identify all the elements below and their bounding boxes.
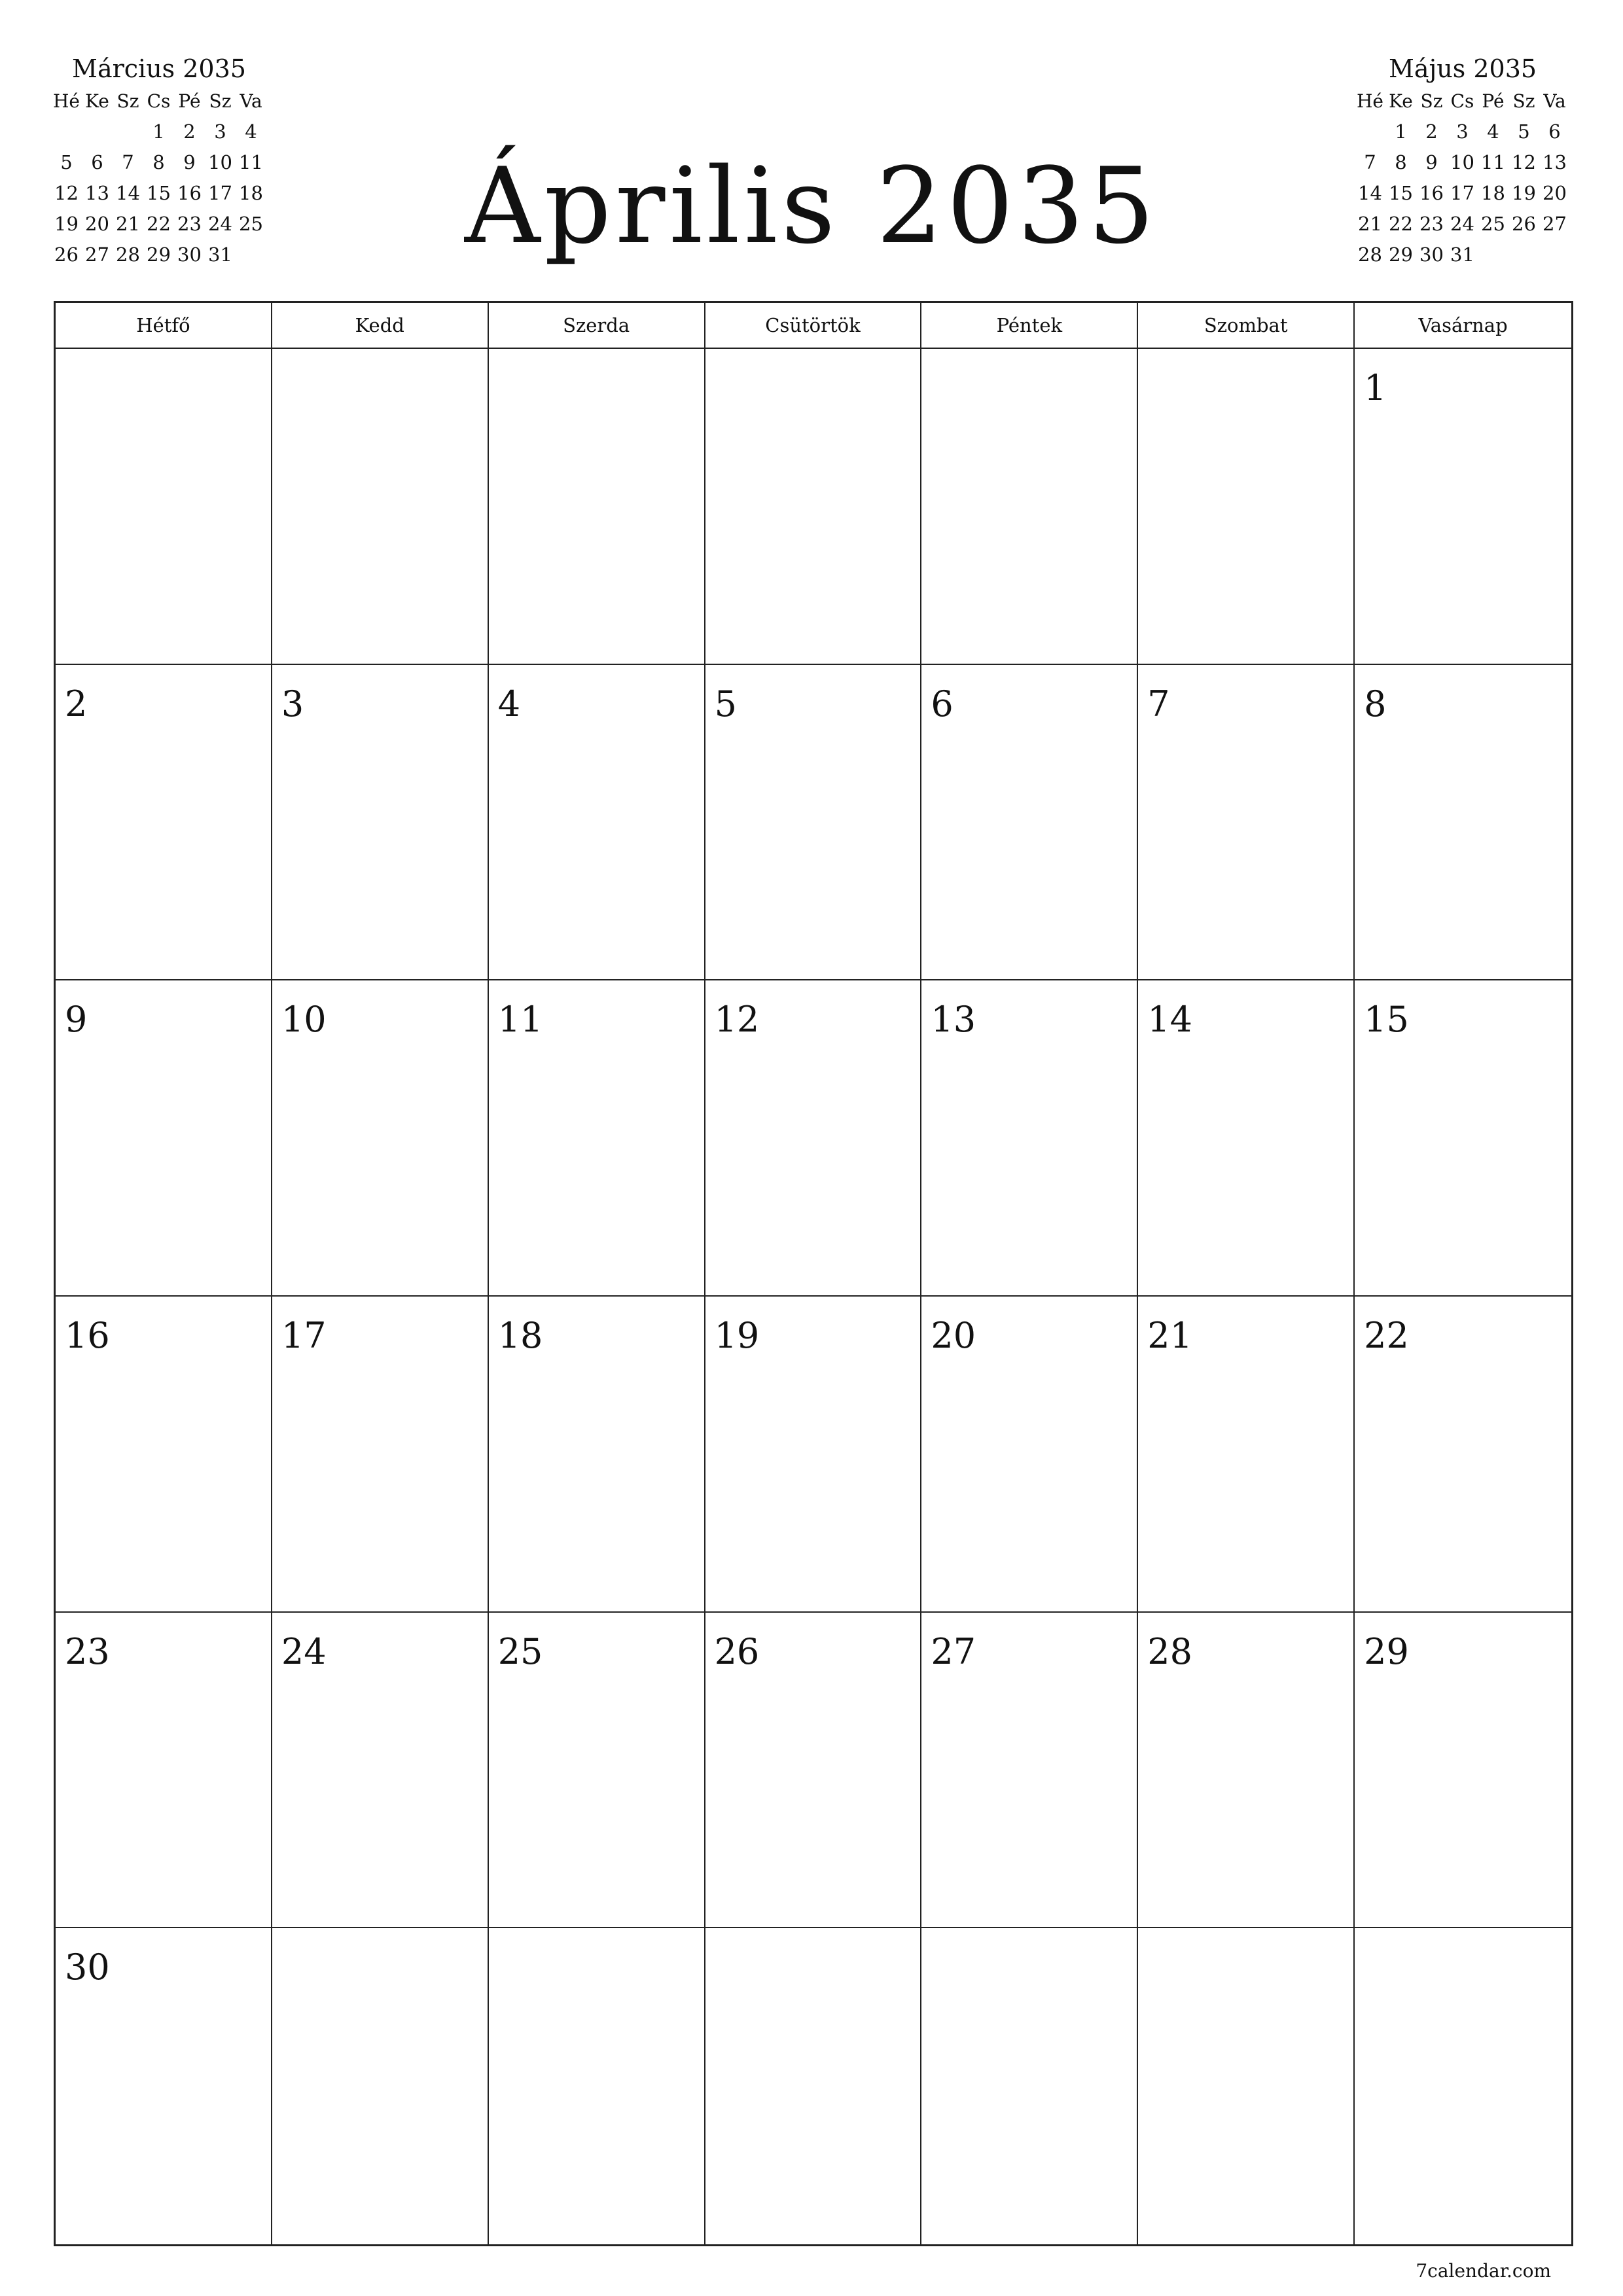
mini-day: 11 [1481,151,1505,173]
mini-day: 15 [147,182,171,204]
day-cell[interactable] [56,1928,272,2244]
mini-weekday-header: Pé [178,90,201,112]
mini-calendar-grid [1355,86,1571,270]
mini-day: 31 [208,243,232,266]
day-cell[interactable] [489,1297,705,1613]
day-cell[interactable] [1138,349,1355,665]
mini-day [1355,117,1385,147]
mini-day [113,117,143,147]
day-number: 25 [497,1630,543,1672]
weekday-header: Csütörtök [705,303,922,349]
day-number: 2 [65,683,88,725]
mini-day: 7 [1364,151,1376,173]
mini-day [236,240,266,270]
day-number: 7 [1147,683,1170,725]
mini-day: 3 [214,120,226,143]
mini-weekday-header: Sz [209,90,232,112]
day-cell[interactable] [1138,1613,1355,1929]
mini-day: 10 [208,151,232,173]
day-number: 20 [931,1314,976,1356]
day-number: 12 [714,999,760,1041]
mini-day: 12 [54,182,79,204]
day-cell[interactable] [272,1928,489,2244]
mini-day: 6 [1548,120,1561,143]
day-cell[interactable] [921,665,1138,981]
mini-day: 22 [147,213,171,235]
mini-weekday-header: Va [1543,90,1566,112]
mini-day [1539,240,1570,270]
day-cell[interactable] [1355,980,1571,1297]
day-cell[interactable] [705,349,922,665]
day-cell[interactable] [1138,1928,1355,2244]
mini-day: 28 [1358,243,1382,266]
mini-weekday-header: Pé [1482,90,1505,112]
mini-day: 2 [183,120,196,143]
mini-day: 19 [54,213,79,235]
mini-weekday-header: Cs [147,90,171,112]
mini-day: 7 [122,151,134,173]
day-number: 10 [281,999,327,1041]
weekday-header: Kedd [272,303,489,349]
day-cell[interactable] [705,980,922,1297]
mini-day [51,117,82,147]
mini-day: 9 [183,151,196,173]
day-number: 28 [1147,1630,1192,1672]
day-cell[interactable] [56,980,272,1297]
mini-day: 27 [1543,213,1567,235]
mini-weekday-header: Va [240,90,262,112]
day-cell[interactable] [921,1613,1138,1929]
mini-day [1508,240,1539,270]
mini-day: 14 [1358,182,1382,204]
mini-weekday-header: Ke [1389,90,1413,112]
mini-day: 8 [152,151,165,173]
mini-day: 19 [1512,182,1536,204]
day-number: 6 [931,683,954,725]
day-cell[interactable] [705,1613,922,1929]
day-number: 19 [714,1314,760,1356]
weekday-header: Szombat [1138,303,1355,349]
mini-calendar-title: Május 2035 [1388,54,1537,83]
day-cell[interactable] [705,1297,922,1613]
mini-day: 26 [54,243,79,266]
mini-weekday-header: Hé [1357,90,1383,112]
mini-day: 22 [1389,213,1413,235]
weekday-header: Szerda [489,303,705,349]
day-number: 22 [1364,1314,1409,1356]
day-cell[interactable] [921,980,1138,1297]
mini-day: 24 [1450,213,1474,235]
mini-day: 4 [245,120,257,143]
mini-day: 28 [116,243,140,266]
mini-day: 5 [60,151,73,173]
day-cell[interactable] [56,1297,272,1613]
day-cell[interactable] [1138,1297,1355,1613]
day-number: 30 [65,1946,110,1988]
mini-day: 29 [1389,243,1413,266]
mini-calendar-prev [51,51,267,270]
mini-day: 3 [1456,120,1469,143]
mini-day: 6 [91,151,103,173]
mini-day: 11 [239,151,263,173]
day-cell[interactable] [921,1928,1138,2244]
day-number: 14 [1147,999,1192,1041]
mini-weekday-header: Sz [1420,90,1443,112]
mini-day: 26 [1512,213,1536,235]
mini-day: 9 [1425,151,1438,173]
page-title: Április 2035 [464,145,1159,267]
day-cell[interactable] [56,665,272,981]
day-number: 3 [281,683,304,725]
day-cell[interactable] [272,665,489,981]
mini-calendar-next [1355,51,1571,270]
mini-day: 15 [1389,182,1413,204]
day-cell[interactable] [56,1613,272,1929]
mini-day: 25 [239,213,263,235]
day-cell[interactable] [1355,1928,1571,2244]
mini-weekday-header: Sz [1512,90,1535,112]
weekday-header: Hétfő [56,303,272,349]
mini-calendar-title: Március 2035 [72,54,246,83]
mini-day: 25 [1481,213,1505,235]
day-number: 18 [497,1314,543,1356]
day-number: 24 [281,1630,327,1672]
weekday-header: Péntek [921,303,1138,349]
day-cell[interactable] [56,349,272,665]
day-number: 5 [714,683,737,725]
mini-day [82,117,113,147]
day-number: 29 [1364,1630,1409,1672]
day-cell[interactable] [489,980,705,1297]
mini-day: 12 [1512,151,1536,173]
mini-weekday-header: Cs [1450,90,1474,112]
day-cell[interactable] [489,665,705,981]
mini-day: 13 [85,182,109,204]
day-number: 26 [714,1630,760,1672]
mini-day: 24 [208,213,232,235]
mini-day: 14 [116,182,140,204]
mini-day: 17 [208,182,232,204]
footer-credit: 7calendar.com [1416,2260,1551,2282]
day-number: 23 [65,1630,110,1672]
mini-day: 21 [116,213,140,235]
mini-day: 30 [177,243,202,266]
day-number: 13 [931,999,976,1041]
day-cell[interactable] [272,1297,489,1613]
mini-day [1478,240,1508,270]
day-cell[interactable] [1355,1297,1571,1613]
day-number: 17 [281,1314,327,1356]
day-cell[interactable] [272,1613,489,1929]
mini-day: 29 [147,243,171,266]
day-number: 9 [65,999,88,1041]
mini-day: 27 [85,243,109,266]
mini-day: 20 [1543,182,1567,204]
month-grid [54,301,1573,2246]
day-number: 1 [1364,367,1387,408]
day-number: 4 [497,683,521,725]
day-cell[interactable] [921,1297,1138,1613]
day-cell[interactable] [272,349,489,665]
mini-day: 1 [1395,120,1407,143]
day-cell[interactable] [1355,349,1571,665]
day-cell[interactable] [489,1928,705,2244]
day-number: 15 [1364,999,1409,1041]
mini-weekday-header: Ke [85,90,109,112]
day-number: 11 [497,999,543,1041]
mini-day: 4 [1487,120,1499,143]
mini-day: 23 [1419,213,1444,235]
mini-day: 21 [1358,213,1382,235]
mini-weekday-header: Hé [53,90,80,112]
mini-day: 16 [177,182,202,204]
day-cell[interactable] [921,349,1138,665]
mini-day: 23 [177,213,202,235]
day-cell[interactable] [1138,980,1355,1297]
mini-day: 8 [1395,151,1407,173]
mini-day: 30 [1419,243,1444,266]
day-number: 16 [65,1314,110,1356]
day-number: 27 [931,1630,976,1672]
day-cell[interactable] [705,1928,922,2244]
mini-weekday-header: Sz [116,90,139,112]
mini-day: 13 [1543,151,1567,173]
day-cell[interactable] [1138,665,1355,981]
mini-day: 5 [1518,120,1530,143]
day-cell[interactable] [1355,1613,1571,1929]
mini-day: 31 [1450,243,1474,266]
weekday-header: Vasárnap [1355,303,1571,349]
day-cell[interactable] [705,665,922,981]
mini-day: 18 [1481,182,1505,204]
day-cell[interactable] [272,980,489,1297]
mini-calendar-grid [51,86,267,270]
mini-day: 10 [1450,151,1474,173]
mini-day: 17 [1450,182,1474,204]
day-cell[interactable] [1355,665,1571,981]
mini-day: 16 [1419,182,1444,204]
mini-day: 18 [239,182,263,204]
mini-day: 1 [152,120,165,143]
day-cell[interactable] [489,349,705,665]
day-cell[interactable] [489,1613,705,1929]
mini-day: 20 [85,213,109,235]
day-number: 8 [1364,683,1387,725]
day-number: 21 [1147,1314,1192,1356]
mini-day: 2 [1425,120,1438,143]
